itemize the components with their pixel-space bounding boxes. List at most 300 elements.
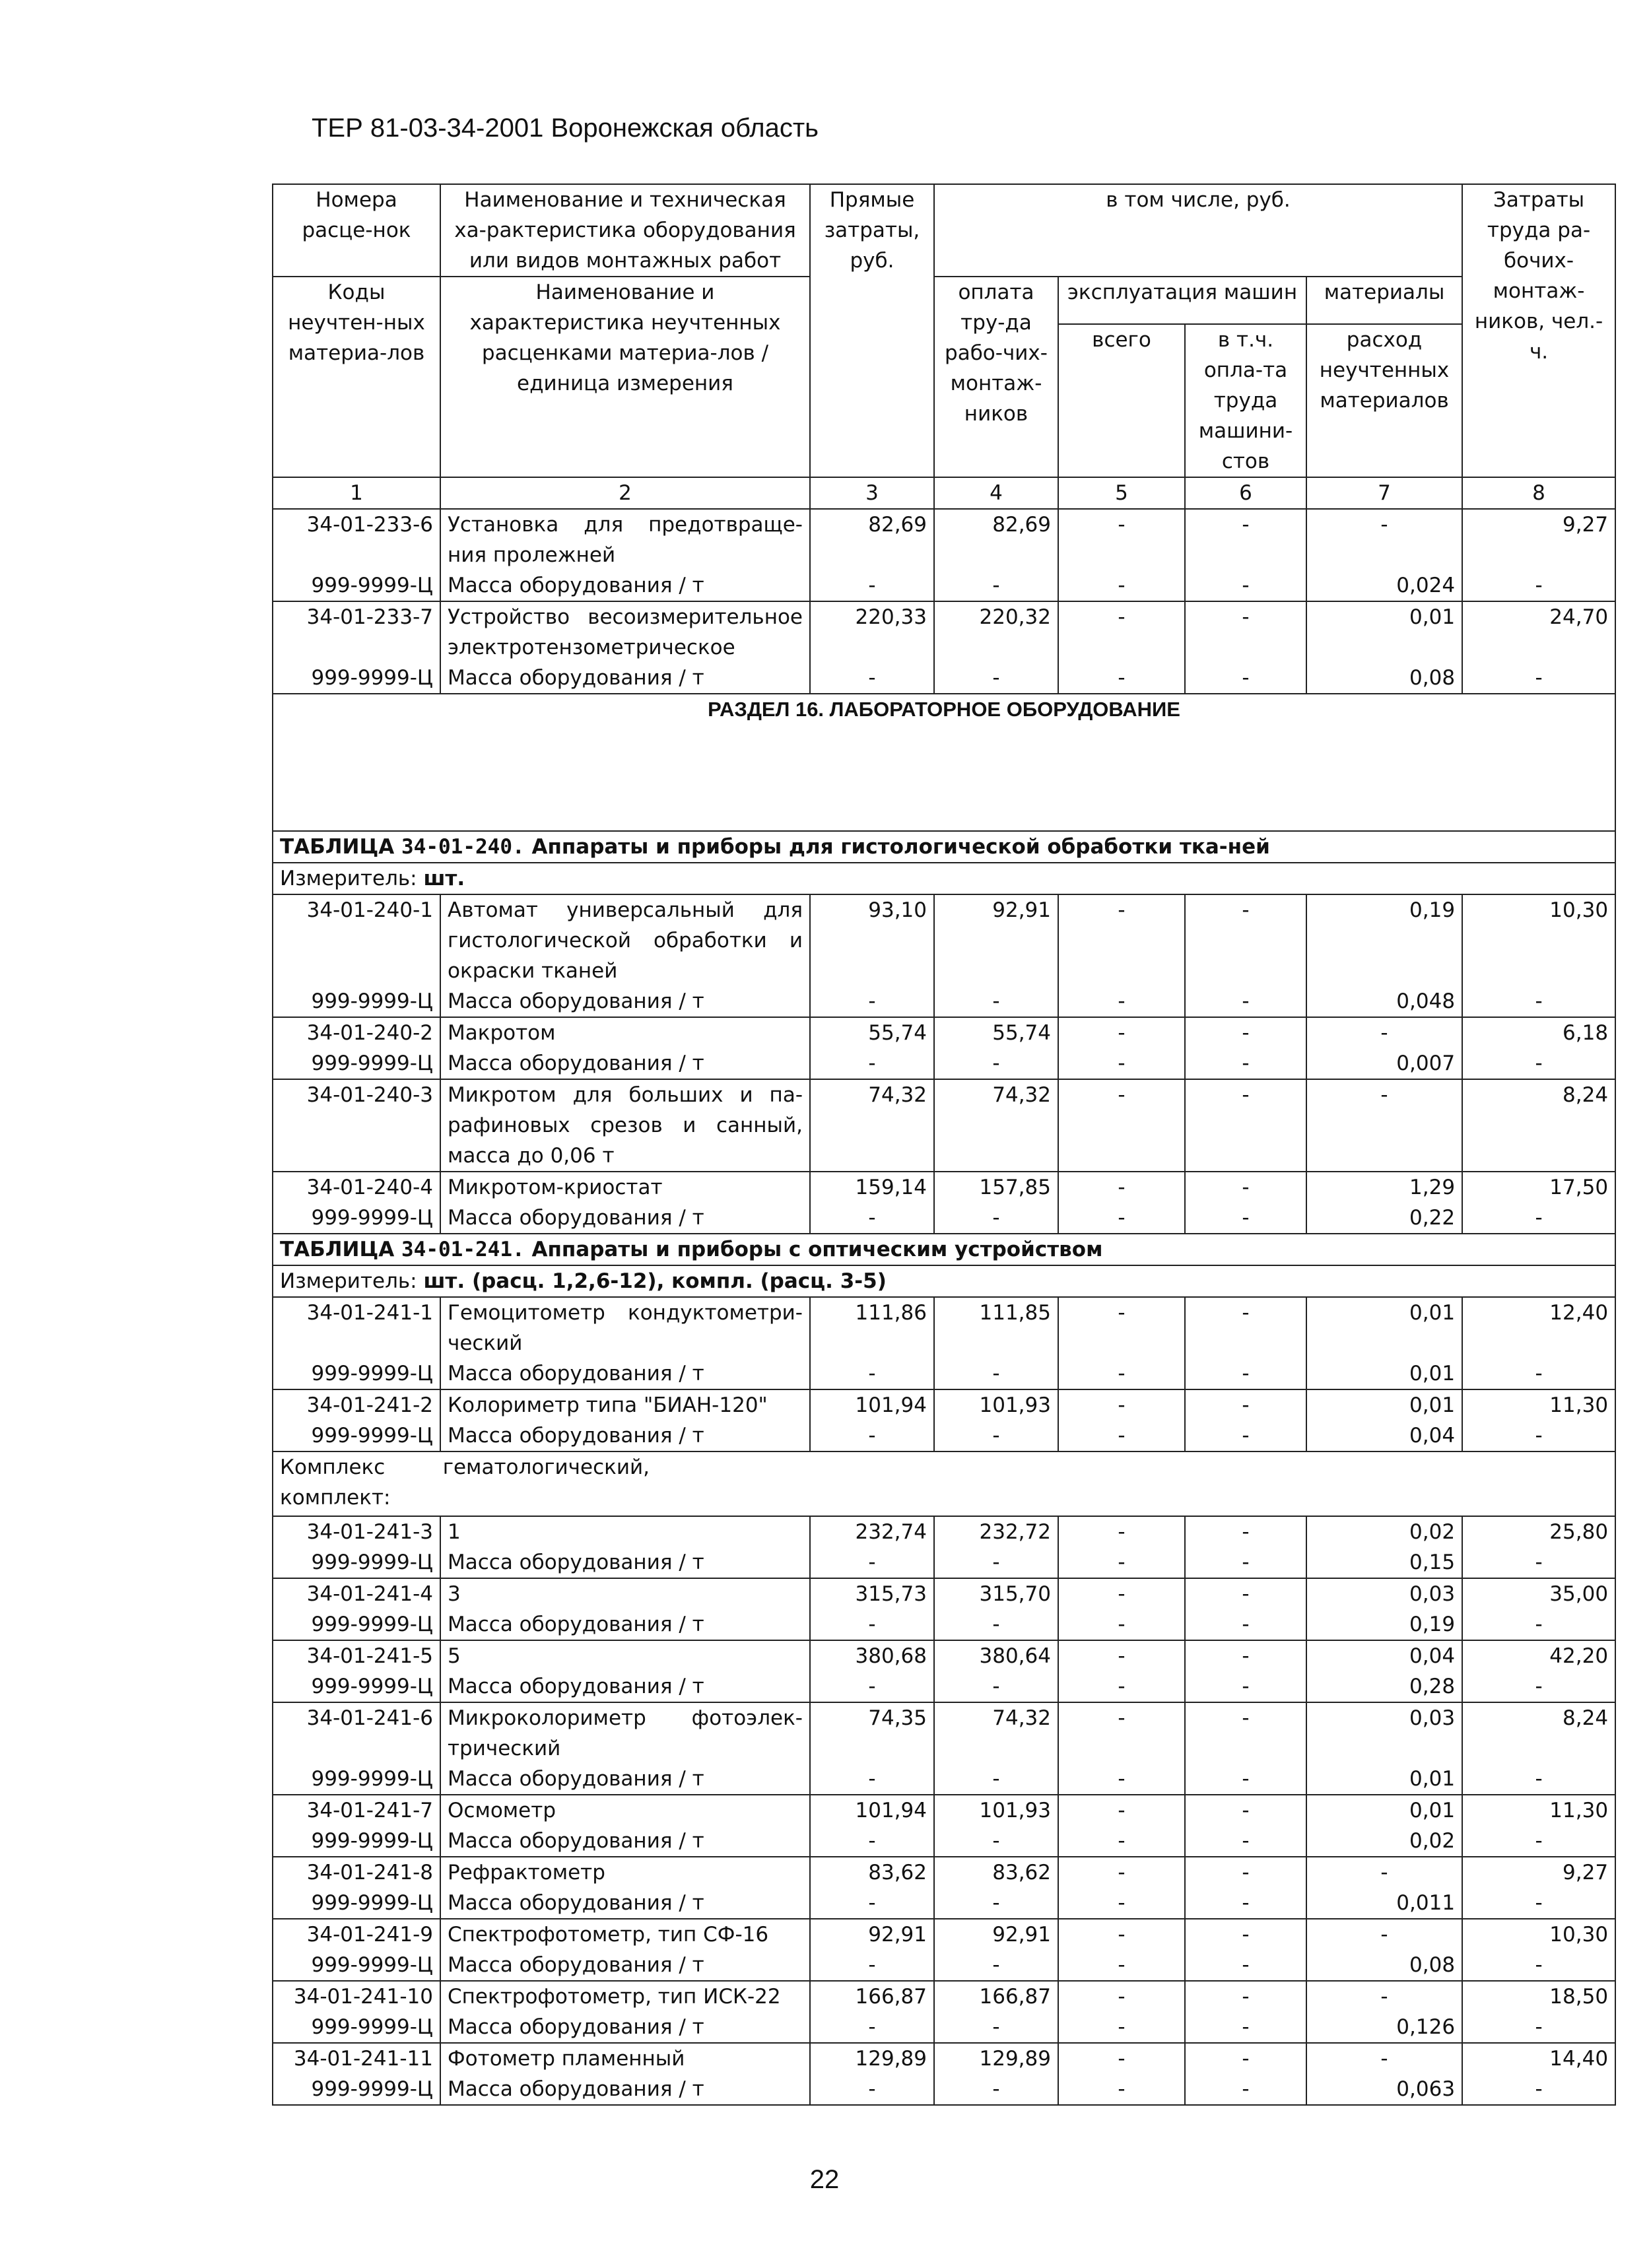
row-value-col-4: 74,32 (934, 1702, 1058, 1764)
column-number: 7 (1306, 477, 1462, 509)
row-value-col-3: - (810, 2012, 934, 2043)
row-value-col-4: 166,87 (934, 1981, 1058, 2012)
row-name: Масса оборудования / т (440, 570, 810, 601)
column-number: 6 (1185, 477, 1306, 509)
row-name: Масса оборудования / т (440, 1826, 810, 1857)
row-name: 5 (440, 1640, 810, 1671)
row-value-col-5: - (1058, 1547, 1185, 1578)
row-value-col-8: - (1462, 663, 1615, 694)
row-value-col-6: - (1185, 1358, 1306, 1389)
table-label: ТАБЛИЦА (280, 1238, 395, 1261)
table-row (273, 1857, 1615, 1888)
row-value-col-5: - (1058, 1048, 1185, 1079)
col-code-header: Номера расце-нок (273, 184, 440, 277)
row-value-col-8: 14,40 (1462, 2043, 1615, 2074)
row-value-col-4: 92,91 (934, 894, 1058, 986)
row-code: 34-01-233-6 (273, 509, 440, 570)
row-value-col-8: - (1462, 1609, 1615, 1640)
row-value-col-4: - (934, 986, 1058, 1017)
row-name: Масса оборудования / т (440, 1888, 810, 1919)
row-name: Масса оборудования / т (440, 2074, 810, 2105)
row-value-col-5: - (1058, 1172, 1185, 1203)
row-value-col-7: 0,19 (1306, 1609, 1462, 1640)
row-value-col-8: 8,24 (1462, 1079, 1615, 1172)
row-value-col-8: - (1462, 1203, 1615, 1234)
header-row-2 (273, 277, 1615, 324)
col-machines-pay-header: в т.ч. опла-та труда машини-стов (1185, 324, 1306, 477)
table-241-title (273, 1234, 1615, 1265)
table-row (273, 1203, 1615, 1234)
row-value-col-5: - (1058, 1079, 1185, 1172)
price-table (272, 183, 1616, 2106)
row-value-col-8: 24,70 (1462, 601, 1615, 663)
row-value-col-6: - (1185, 1671, 1306, 1702)
section-row (273, 694, 1615, 831)
row-value-col-7: 0,01 (1306, 1297, 1462, 1358)
row-value-col-4: 380,64 (934, 1640, 1058, 1671)
row-value-col-4: 232,72 (934, 1516, 1058, 1547)
row-value-col-7: 0,04 (1306, 1420, 1462, 1451)
row-code: 34-01-240-3 (273, 1079, 440, 1172)
table-241-rows-a (273, 1297, 1615, 1451)
row-value-col-8: - (1462, 986, 1615, 1017)
row-value-col-4: - (934, 663, 1058, 694)
row-name: Рефрактометр (440, 1857, 810, 1888)
table-row (273, 1297, 1615, 1358)
row-value-col-6: - (1185, 1420, 1306, 1451)
row-value-col-6: - (1185, 1172, 1306, 1203)
row-value-col-4: 55,74 (934, 1017, 1058, 1048)
row-value-col-3: 82,69 (810, 509, 934, 570)
table-row (273, 2012, 1615, 2043)
row-value-col-4: - (934, 1671, 1058, 1702)
row-value-col-3: 166,87 (810, 1981, 934, 2012)
row-value-col-6: - (1185, 509, 1306, 570)
row-value-col-3: - (810, 663, 934, 694)
table-row (273, 509, 1615, 570)
col-materials-sub-header: расход неучтенных материалов (1306, 324, 1462, 477)
table-row (273, 1702, 1615, 1764)
row-value-col-8: - (1462, 1671, 1615, 1702)
row-value-col-5: - (1058, 2074, 1185, 2105)
row-value-col-6: - (1185, 1764, 1306, 1795)
table-row (273, 1516, 1615, 1547)
row-value-col-8: - (1462, 2012, 1615, 2043)
row-value-col-7: 0,01 (1306, 1389, 1462, 1420)
table-row (273, 1048, 1615, 1079)
row-name: Масса оборудования / т (440, 663, 810, 694)
row-value-col-4: 157,85 (934, 1172, 1058, 1203)
row-value-col-7: - (1306, 1017, 1462, 1048)
row-value-col-3: 232,74 (810, 1516, 934, 1547)
table-240-title (273, 831, 1615, 863)
row-value-col-3: 83,62 (810, 1857, 934, 1888)
row-code: 34-01-233-7 (273, 601, 440, 663)
row-code: 34-01-240-2 (273, 1017, 440, 1048)
row-value-col-3: - (810, 570, 934, 601)
row-value-col-5: - (1058, 1795, 1185, 1826)
row-value-col-4: - (934, 1826, 1058, 1857)
table-row (273, 1764, 1615, 1795)
row-name: Макротом (440, 1017, 810, 1048)
row-value-col-8: 10,30 (1462, 894, 1615, 986)
row-value-col-4: - (934, 1609, 1058, 1640)
column-number: 1 (273, 477, 440, 509)
row-value-col-8: - (1462, 1950, 1615, 1981)
row-code: 34-01-241-11 (273, 2043, 440, 2074)
row-code: 999-9999-Ц (273, 1609, 440, 1640)
table-240-title-row (273, 831, 1615, 863)
row-name: Масса оборудования / т (440, 1609, 810, 1640)
col-incl-header: в том числе, руб. (934, 184, 1462, 277)
row-value-col-8: 11,30 (1462, 1389, 1615, 1420)
row-value-col-3: - (810, 1671, 934, 1702)
column-number: 5 (1058, 477, 1185, 509)
table-row (273, 986, 1615, 1017)
row-value-col-8: - (1462, 1764, 1615, 1795)
row-name: Фотометр пламенный (440, 2043, 810, 2074)
meter-label: Измеритель: (280, 1269, 417, 1293)
row-value-col-3: - (810, 1048, 934, 1079)
row-value-col-7: 0,007 (1306, 1048, 1462, 1079)
row-value-col-8: - (1462, 1358, 1615, 1389)
row-code: 999-9999-Ц (273, 1547, 440, 1578)
row-value-col-3: - (810, 1420, 934, 1451)
row-value-col-3: 129,89 (810, 2043, 934, 2074)
row-value-col-4: - (934, 570, 1058, 601)
table-row (273, 1578, 1615, 1609)
col-labor-pay-header: оплата тру-да рабо-чих-монтаж-ников (934, 277, 1058, 477)
row-value-col-5: - (1058, 986, 1185, 1017)
row-value-col-4: 92,91 (934, 1919, 1058, 1950)
row-name: Масса оборудования / т (440, 1547, 810, 1578)
table-row (273, 1795, 1615, 1826)
table-240-rows (273, 894, 1615, 1234)
row-value-col-3: - (810, 1950, 934, 1981)
row-name: Масса оборудования / т (440, 2012, 810, 2043)
row-value-col-6: - (1185, 1702, 1306, 1764)
table-241-meter (273, 1265, 1615, 1297)
row-value-col-4: 220,32 (934, 601, 1058, 663)
row-value-col-5: - (1058, 894, 1185, 986)
row-value-col-7: 0,03 (1306, 1702, 1462, 1764)
row-value-col-5: - (1058, 1671, 1185, 1702)
row-name: Микроколориметр фотоэлек-трический (440, 1702, 810, 1764)
row-value-col-7: 0,01 (1306, 1795, 1462, 1826)
row-value-col-8: - (1462, 1547, 1615, 1578)
row-value-col-3: 93,10 (810, 894, 934, 986)
row-value-col-8: - (1462, 570, 1615, 601)
table-241-rows-b (273, 1516, 1615, 2105)
table-row (273, 1079, 1615, 1172)
row-value-col-4: 111,85 (934, 1297, 1058, 1358)
row-name: Масса оборудования / т (440, 986, 810, 1017)
row-value-col-7: 0,08 (1306, 663, 1462, 694)
row-value-col-7: 0,08 (1306, 1950, 1462, 1981)
table-name: Аппараты и приборы с оптическим устройством (531, 1238, 1103, 1261)
group-note-row (273, 1451, 1615, 1516)
row-value-col-8: 11,30 (1462, 1795, 1615, 1826)
row-value-col-3: 159,14 (810, 1172, 934, 1203)
row-value-col-4: 101,93 (934, 1795, 1058, 1826)
col-name-header: Наименование и техническая ха-рактеристика оборудования или видов монтажных работ (440, 184, 810, 277)
row-value-col-4: - (934, 1547, 1058, 1578)
group-note-cell (273, 1451, 1615, 1516)
row-value-col-6: - (1185, 1795, 1306, 1826)
row-value-col-7: 0,03 (1306, 1578, 1462, 1609)
row-value-col-5: - (1058, 1017, 1185, 1048)
row-value-col-4: - (934, 1420, 1058, 1451)
row-value-col-7: - (1306, 1079, 1462, 1172)
row-value-col-8: 9,27 (1462, 509, 1615, 570)
row-code: 999-9999-Ц (273, 2012, 440, 2043)
row-value-col-4: 101,93 (934, 1389, 1058, 1420)
row-code: 999-9999-Ц (273, 1358, 440, 1389)
row-value-col-4: - (934, 1888, 1058, 1919)
row-value-col-5: - (1058, 570, 1185, 601)
row-value-col-7: 0,22 (1306, 1203, 1462, 1234)
row-value-col-5: - (1058, 2043, 1185, 2074)
row-value-col-6: - (1185, 1578, 1306, 1609)
group-note: Комплекс гематологический, комплект: (280, 1455, 650, 1510)
table-row (273, 1640, 1615, 1671)
row-value-col-6: - (1185, 1389, 1306, 1420)
row-value-col-4: 129,89 (934, 2043, 1058, 2074)
row-value-col-4: - (934, 1764, 1058, 1795)
row-code: 34-01-241-1 (273, 1297, 440, 1358)
row-code: 34-01-241-2 (273, 1389, 440, 1420)
row-value-col-4: 83,62 (934, 1857, 1058, 1888)
row-value-col-6: - (1185, 1857, 1306, 1888)
row-value-col-4: - (934, 1358, 1058, 1389)
row-value-col-5: - (1058, 1826, 1185, 1857)
row-value-col-7: 0,01 (1306, 601, 1462, 663)
row-value-col-7: 0,04 (1306, 1640, 1462, 1671)
row-code: 999-9999-Ц (273, 663, 440, 694)
row-value-col-6: - (1185, 1203, 1306, 1234)
row-code: 999-9999-Ц (273, 1203, 440, 1234)
row-value-col-5: - (1058, 1420, 1185, 1451)
row-value-col-5: - (1058, 2012, 1185, 2043)
row-value-col-3: 92,91 (810, 1919, 934, 1950)
table-row (273, 1547, 1615, 1578)
row-value-col-4: 82,69 (934, 509, 1058, 570)
row-value-col-8: 6,18 (1462, 1017, 1615, 1048)
row-value-col-7: - (1306, 1981, 1462, 2012)
row-code: 34-01-241-8 (273, 1857, 440, 1888)
row-value-col-7: - (1306, 1857, 1462, 1888)
row-code: 34-01-241-7 (273, 1795, 440, 1826)
row-value-col-3: 111,86 (810, 1297, 934, 1358)
row-name: Масса оборудования / т (440, 1420, 810, 1451)
row-value-col-3: 220,33 (810, 601, 934, 663)
table-row (273, 2074, 1615, 2105)
row-value-col-7: 0,063 (1306, 2074, 1462, 2105)
row-value-col-8: 17,50 (1462, 1172, 1615, 1203)
table-241-meter-row (273, 1265, 1615, 1297)
row-name: Масса оборудования / т (440, 1950, 810, 1981)
table-row (273, 1609, 1615, 1640)
column-number: 4 (934, 477, 1058, 509)
row-value-col-6: - (1185, 1017, 1306, 1048)
row-value-col-3: - (810, 1826, 934, 1857)
row-value-col-5: - (1058, 1358, 1185, 1389)
col-labor-header: Затраты труда ра-бочих-монтаж-ников, чел.-ч. (1462, 184, 1615, 477)
table-row (273, 1671, 1615, 1702)
row-value-col-3: - (810, 1547, 934, 1578)
row-value-col-8: 42,20 (1462, 1640, 1615, 1671)
meter-value: шт. (423, 867, 465, 890)
row-value-col-6: - (1185, 1547, 1306, 1578)
row-value-col-4: - (934, 2012, 1058, 2043)
column-number: 8 (1462, 477, 1615, 509)
row-value-col-4: 74,32 (934, 1079, 1058, 1172)
row-value-col-7: 0,19 (1306, 894, 1462, 986)
row-value-col-4: - (934, 2074, 1058, 2105)
row-value-col-3: - (810, 2074, 934, 2105)
row-value-col-8: 8,24 (1462, 1702, 1615, 1764)
row-value-col-3: - (810, 1609, 934, 1640)
row-value-col-4: - (934, 1950, 1058, 1981)
col-direct-header: Прямые затраты, руб. (810, 184, 934, 477)
table-row (273, 601, 1615, 663)
meter-label: Измеритель: (280, 867, 417, 890)
table-name: Аппараты и приборы для гистологической обработки тка-ней (531, 835, 1270, 859)
row-value-col-7: 0,01 (1306, 1358, 1462, 1389)
row-value-col-6: - (1185, 1919, 1306, 1950)
row-value-col-3: 315,73 (810, 1578, 934, 1609)
price-table-frame (272, 183, 1615, 2106)
row-value-col-5: - (1058, 1888, 1185, 1919)
row-code: 34-01-241-10 (273, 1981, 440, 2012)
row-name: Колориметр типа "БИАН-120" (440, 1389, 810, 1420)
row-value-col-5: - (1058, 1857, 1185, 1888)
row-code: 999-9999-Ц (273, 1950, 440, 1981)
column-numbers-row (273, 477, 1615, 509)
row-value-col-5: - (1058, 663, 1185, 694)
row-code: 999-9999-Ц (273, 986, 440, 1017)
column-number: 3 (810, 477, 934, 509)
table-row (273, 2043, 1615, 2074)
meter-value: шт. (расц. 1,2,6-12), компл. (расц. 3-5) (423, 1269, 887, 1293)
table-code: 34-01-241. (401, 1238, 525, 1261)
row-value-col-6: - (1185, 663, 1306, 694)
row-value-col-7: 0,02 (1306, 1826, 1462, 1857)
row-value-col-5: - (1058, 1203, 1185, 1234)
row-value-col-5: - (1058, 1297, 1185, 1358)
row-value-col-5: - (1058, 1609, 1185, 1640)
row-value-col-5: - (1058, 1950, 1185, 1981)
table-row (273, 1420, 1615, 1451)
row-code: 34-01-241-5 (273, 1640, 440, 1671)
row-value-col-3: 380,68 (810, 1640, 934, 1671)
row-value-col-5: - (1058, 509, 1185, 570)
row-value-col-5: - (1058, 1516, 1185, 1547)
row-value-col-4: - (934, 1203, 1058, 1234)
row-value-col-7: 0,28 (1306, 1671, 1462, 1702)
table-row (273, 1888, 1615, 1919)
row-value-col-8: - (1462, 1420, 1615, 1451)
table-row (273, 894, 1615, 986)
row-value-col-6: - (1185, 894, 1306, 986)
row-value-col-8: - (1462, 1888, 1615, 1919)
row-code: 999-9999-Ц (273, 1671, 440, 1702)
row-code: 999-9999-Ц (273, 570, 440, 601)
row-value-col-7: - (1306, 2043, 1462, 2074)
row-name: Масса оборудования / т (440, 1764, 810, 1795)
row-value-col-3: 101,94 (810, 1795, 934, 1826)
row-name: Масса оборудования / т (440, 1048, 810, 1079)
row-name: Масса оборудования / т (440, 1203, 810, 1234)
col-materials-header: материалы (1306, 277, 1462, 324)
row-value-col-3: 74,35 (810, 1702, 934, 1764)
row-name: Установка для предотвраще-ния пролежней (440, 509, 810, 570)
row-name: Автомат универсальный для гистологической обработки и окраски тканей (440, 894, 810, 986)
row-value-col-3: - (810, 1358, 934, 1389)
row-value-col-6: - (1185, 2043, 1306, 2074)
row-value-col-3: 101,94 (810, 1389, 934, 1420)
row-value-col-6: - (1185, 1609, 1306, 1640)
row-value-col-5: - (1058, 1981, 1185, 2012)
row-name: Микротом-криостат (440, 1172, 810, 1203)
row-value-col-7: 0,024 (1306, 570, 1462, 601)
table-row (273, 1358, 1615, 1389)
row-value-col-6: - (1185, 1048, 1306, 1079)
row-value-col-6: - (1185, 986, 1306, 1017)
table-row (273, 570, 1615, 601)
row-value-col-7: 0,02 (1306, 1516, 1462, 1547)
document-title: ТЕР 81-03-34-2001 Воронежская область (312, 114, 819, 143)
row-value-col-3: - (810, 1888, 934, 1919)
table-row (273, 663, 1615, 694)
row-value-col-5: - (1058, 1578, 1185, 1609)
table-row (273, 1826, 1615, 1857)
table-240-meter-row (273, 863, 1615, 894)
row-value-col-6: - (1185, 1640, 1306, 1671)
column-number: 2 (440, 477, 810, 509)
row-value-col-6: - (1185, 1981, 1306, 2012)
row-name: Масса оборудования / т (440, 1358, 810, 1389)
row-code: 34-01-240-1 (273, 894, 440, 986)
row-value-col-6: - (1185, 2012, 1306, 2043)
row-value-col-6: - (1185, 1888, 1306, 1919)
row-name: 1 (440, 1516, 810, 1547)
row-code: 999-9999-Ц (273, 1888, 440, 1919)
row-value-col-3: 74,32 (810, 1079, 934, 1172)
row-value-col-8: 18,50 (1462, 1981, 1615, 2012)
row-value-col-8: - (1462, 1048, 1615, 1079)
row-value-col-3: - (810, 1764, 934, 1795)
row-value-col-8: 25,80 (1462, 1516, 1615, 1547)
row-value-col-8: 12,40 (1462, 1297, 1615, 1358)
row-name: Осмометр (440, 1795, 810, 1826)
table-row (273, 1172, 1615, 1203)
row-value-col-7: 0,048 (1306, 986, 1462, 1017)
row-name: 3 (440, 1578, 810, 1609)
row-value-col-6: - (1185, 1826, 1306, 1857)
row-value-col-5: - (1058, 1640, 1185, 1671)
col-code-subheader: Коды неучтен-ных материа-лов (273, 277, 440, 477)
row-value-col-7: 1,29 (1306, 1172, 1462, 1203)
row-name: Спектрофотометр, тип ИСК-22 (440, 1981, 810, 2012)
row-value-col-6: - (1185, 1079, 1306, 1172)
row-value-col-6: - (1185, 601, 1306, 663)
section-heading: РАЗДЕЛ 16. ЛАБОРАТОРНОЕ ОБОРУДОВАНИЕ (273, 694, 1615, 831)
page-number: 22 (809, 2165, 840, 2194)
row-value-col-5: - (1058, 1764, 1185, 1795)
row-name: Спектрофотометр, тип СФ-16 (440, 1919, 810, 1950)
row-value-col-7: 0,01 (1306, 1764, 1462, 1795)
